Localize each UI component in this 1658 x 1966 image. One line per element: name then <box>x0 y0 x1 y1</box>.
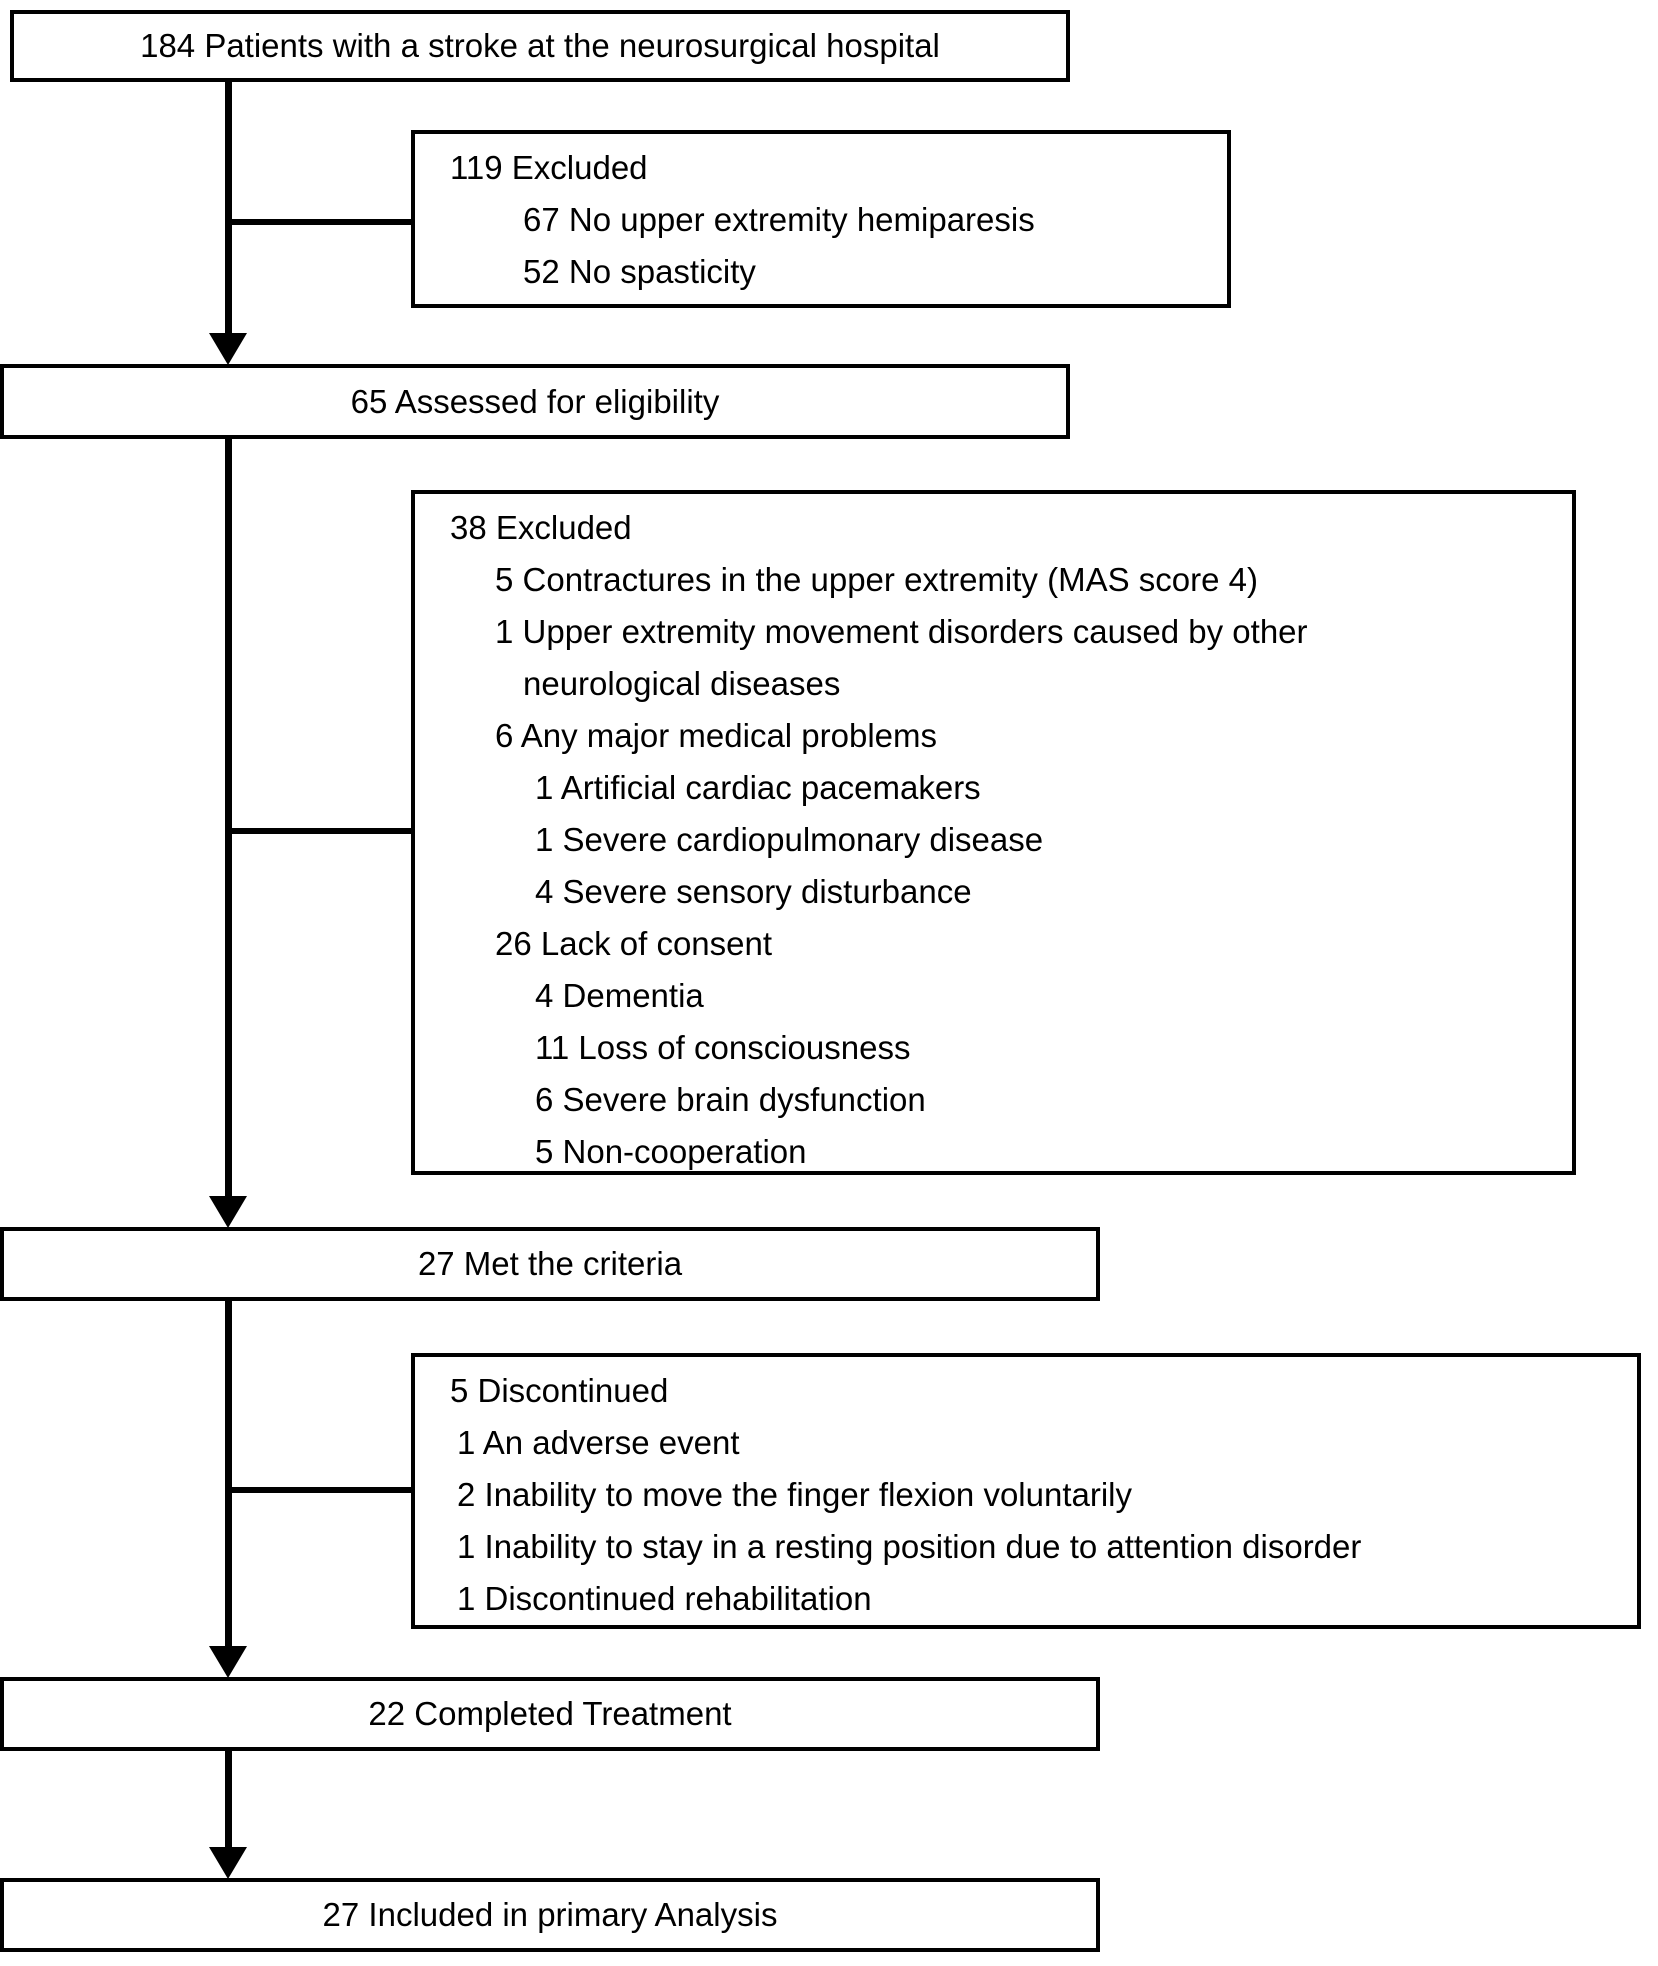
node-discontinued <box>411 1353 1641 1629</box>
node-completed-treatment-label: 22 Completed Treatment <box>368 1695 732 1732</box>
node-excluded-1 <box>411 130 1231 308</box>
exclusion-item: 6 Any major medical problems <box>495 717 938 754</box>
down-arrowhead-icon <box>209 333 247 365</box>
down-arrowhead-icon <box>209 1847 247 1879</box>
node-assessed-label: 65 Assessed for eligibility <box>350 382 720 420</box>
discontinued-item: 1 An adverse event <box>457 1424 740 1461</box>
node-patients-label: 184 Patients with a stroke at the neurosurgical hospital <box>140 27 940 64</box>
flow-line-vertical-1 <box>225 80 232 336</box>
exclusion-sub-item: 6 Severe brain dysfunction <box>535 1081 926 1118</box>
flow-line-vertical-4 <box>225 1751 232 1850</box>
exclusion-sub-item: 1 Severe cardiopulmonary disease <box>535 821 1044 858</box>
discontinued-item: 2 Inability to move the finger flexion voluntarily <box>457 1476 1133 1513</box>
discontinued-item: 1 Inability to stay in a resting position due to attention disorder <box>457 1528 1362 1565</box>
exclusion-item: 52 No spasticity <box>523 253 756 290</box>
exclusion-sub-item: 4 Severe sensory disturbance <box>535 873 972 910</box>
flow-line-vertical-3 <box>225 1301 232 1649</box>
node-met-criteria-label: 27 Met the criteria <box>417 1245 683 1282</box>
discontinued-title: 5 Discontinued <box>450 1372 669 1409</box>
down-arrowhead-icon <box>209 1196 247 1228</box>
excluded-1-title: 119 Excluded <box>450 149 648 186</box>
exclusion-item: 5 Contractures in the upper extremity (MAS score 4) <box>495 561 1258 598</box>
exclusion-sub-item: 5 Non-cooperation <box>535 1133 807 1170</box>
down-arrowhead-icon <box>209 1646 247 1678</box>
excluded-2-title: 38 Excluded <box>450 509 632 546</box>
branch-line-discontinued <box>228 1487 413 1493</box>
node-patients <box>10 10 1070 82</box>
exclusion-sub-item: 11 Loss of consciousness <box>535 1029 911 1066</box>
branch-line-excluded-1 <box>228 219 413 225</box>
exclusion-item: 26 Lack of consent <box>495 925 773 962</box>
node-included-analysis-label: 27 Included in primary Analysis <box>322 1896 778 1933</box>
exclusion-item: 1 Upper extremity movement disorders caused by other neurological diseases <box>495 613 1308 702</box>
node-met-criteria <box>0 1227 1100 1301</box>
discontinued-item: 1 Discontinued rehabilitation <box>457 1580 872 1617</box>
node-excluded-2 <box>411 490 1576 1175</box>
node-assessed <box>0 364 1070 439</box>
branch-line-excluded-2 <box>228 828 413 834</box>
exclusion-item: 67 No upper extremity hemiparesis <box>523 201 1035 238</box>
exclusion-sub-item: 4 Dementia <box>535 977 704 1014</box>
flow-line-vertical-2 <box>225 439 232 1199</box>
node-included-analysis <box>0 1878 1100 1952</box>
node-completed-treatment <box>0 1677 1100 1751</box>
exclusion-sub-item: 1 Artificial cardiac pacemakers <box>535 769 981 806</box>
